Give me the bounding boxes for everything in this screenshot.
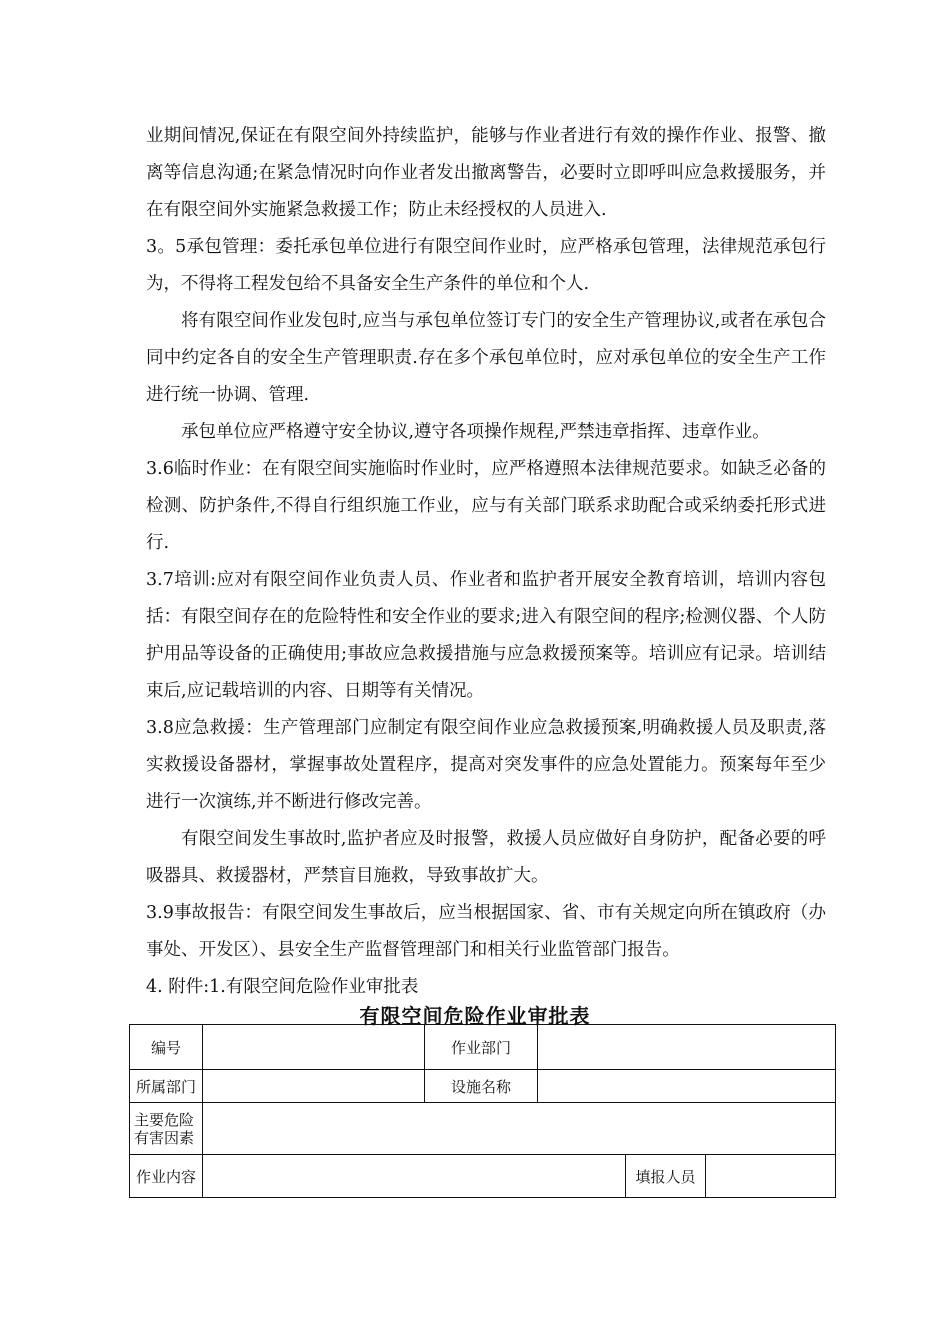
form-row-work-content (130, 1155, 836, 1198)
form-row-belong-dept (130, 1070, 836, 1103)
paragraph-3-7-training: 3.7培训:应对有限空间作业负责人员、作业者和监护者开展安全教育培训，培训内容包括：有限空间存在的危险特性和安全作业的要求;进入有限空间的程序;检测仪器、个人防护用品等设备的正确使用;事故应急救援措施与应急救援预案等。培训应有记录。培训结束后,应记载培训的内容、日期等有关情况。 (146, 570, 826, 701)
label-number: 编号 (130, 1025, 203, 1070)
label-work-content: 作业内容 (130, 1155, 203, 1198)
paragraph-4-attachments: 4. 附件:1.有限空间危险作业审批表 (146, 977, 419, 997)
label-reporter: 填报人员 (626, 1155, 706, 1198)
paragraph-3-6-temporary-work: 3.6临时作业：在有限空间实施临时作业时，应严格遵照本法律规范要求。如缺乏必备的检测、防护条件,不得自行组织施工作业，应与有关部门联系求助配合或采纳委托形式进行. (146, 459, 826, 553)
form-row-number (130, 1025, 836, 1070)
paragraph-3-5-contract: 3。5承包管理：委托承包单位进行有限空间作业时，应严格承包管理，法律规范承包行为，不得将工程发包给不具备安全生产条件的单位和个人. (146, 237, 826, 294)
field-belong-dept[interactable] (203, 1070, 425, 1103)
paragraph-accident-response: 有限空间发生事故时,监护者应及时报警，救援人员应做好自身防护，配备必要的呼吸器具、救援器材，严禁盲目施救，导致事故扩大。 (146, 829, 826, 886)
approval-form-table (129, 1024, 836, 1198)
field-work-content[interactable] (203, 1155, 626, 1198)
field-work-dept[interactable] (538, 1025, 836, 1070)
field-number[interactable] (203, 1025, 425, 1070)
paragraph-3-8-emergency-rescue: 3.8应急救援：生产管理部门应制定有限空间作业应急救援预案,明确救援人员及职责,落实救援设备器材，掌握事故处置程序，提高对突发事件的应急处置能力。预案每年至少进行一次演练,并不断进行修改完善。 (146, 718, 826, 812)
label-facility-name: 设施名称 (425, 1070, 538, 1103)
paragraph-3-9-accident-report: 3.9事故报告：有限空间发生事故后，应当根据国家、省、市有关规定向所在镇政府（办事处、开发区）、县安全生产监督管理部门和相关行业监管部门报告。 (146, 903, 826, 960)
form-row-hazards (130, 1103, 836, 1155)
document-body (146, 118, 826, 1006)
paragraph-contractor-compliance: 承包单位应严格遵守安全协议,遵守各项操作规程,严禁违章指挥、违章作业。 (181, 422, 770, 442)
field-reporter[interactable] (706, 1155, 836, 1198)
label-belong-dept: 所属部门 (130, 1070, 203, 1103)
form-title: 有限空间危险作业审批表 (359, 1004, 591, 1028)
label-hazards: 主要危险有害因素 (130, 1103, 203, 1155)
paragraph-supervision: 业期间情况,保证在有限空间外持续监护，能够与作业者进行有效的操作作业、报警、撤离等信息沟通;在紧急情况时向作业者发出撤离警告，必要时立即呼叫应急救援服务，并在有限空间外实施紧急救援工作；防止未经授权的人员进入. (146, 126, 826, 220)
paragraph-contract-agreement: 将有限空间作业发包时,应当与承包单位签订专门的安全生产管理协议,或者在承包合同中约定各自的安全生产管理职责.存在多个承包单位时，应对承包单位的安全生产工作进行统一协调、管理. (146, 311, 826, 405)
field-facility-name[interactable] (538, 1070, 836, 1103)
label-work-dept: 作业部门 (425, 1025, 538, 1070)
field-hazards[interactable] (203, 1103, 836, 1155)
